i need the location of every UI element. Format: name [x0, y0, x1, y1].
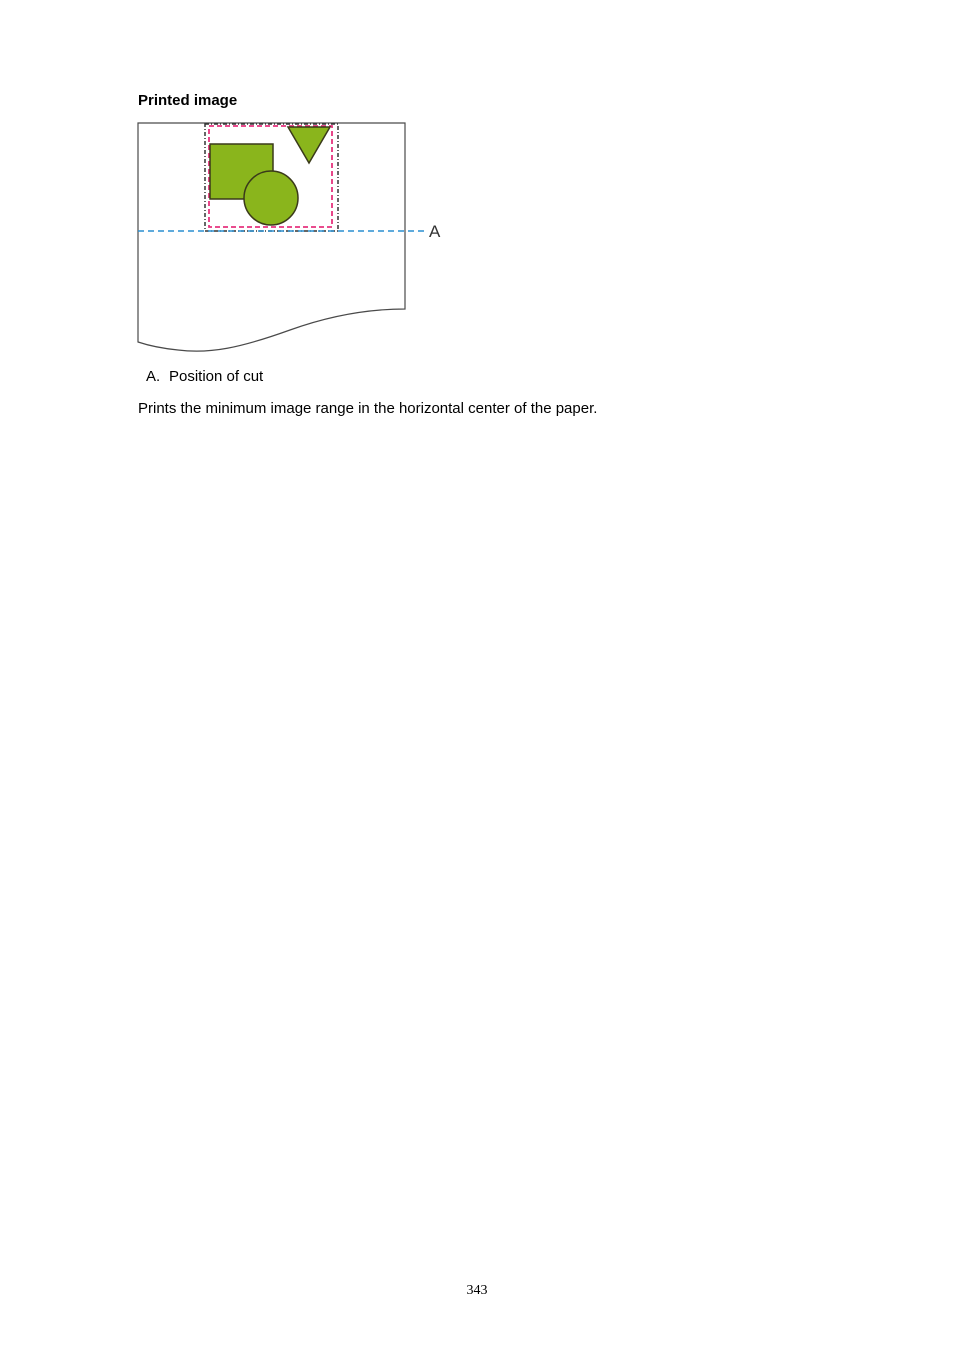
section-heading: Printed image — [138, 92, 238, 109]
printed-image-diagram — [130, 116, 450, 358]
description-text: Prints the minimum image range in the horizontal center of the paper. — [138, 400, 598, 417]
cut-marker-label: A — [429, 222, 441, 241]
legend-item — [146, 368, 263, 386]
page-number: 343 — [466, 1283, 488, 1298]
legend-key: A. — [146, 368, 161, 385]
legend-text: Position of cut — [169, 368, 264, 385]
circle-shape-icon — [244, 171, 298, 225]
printed-image-svg — [130, 116, 450, 358]
